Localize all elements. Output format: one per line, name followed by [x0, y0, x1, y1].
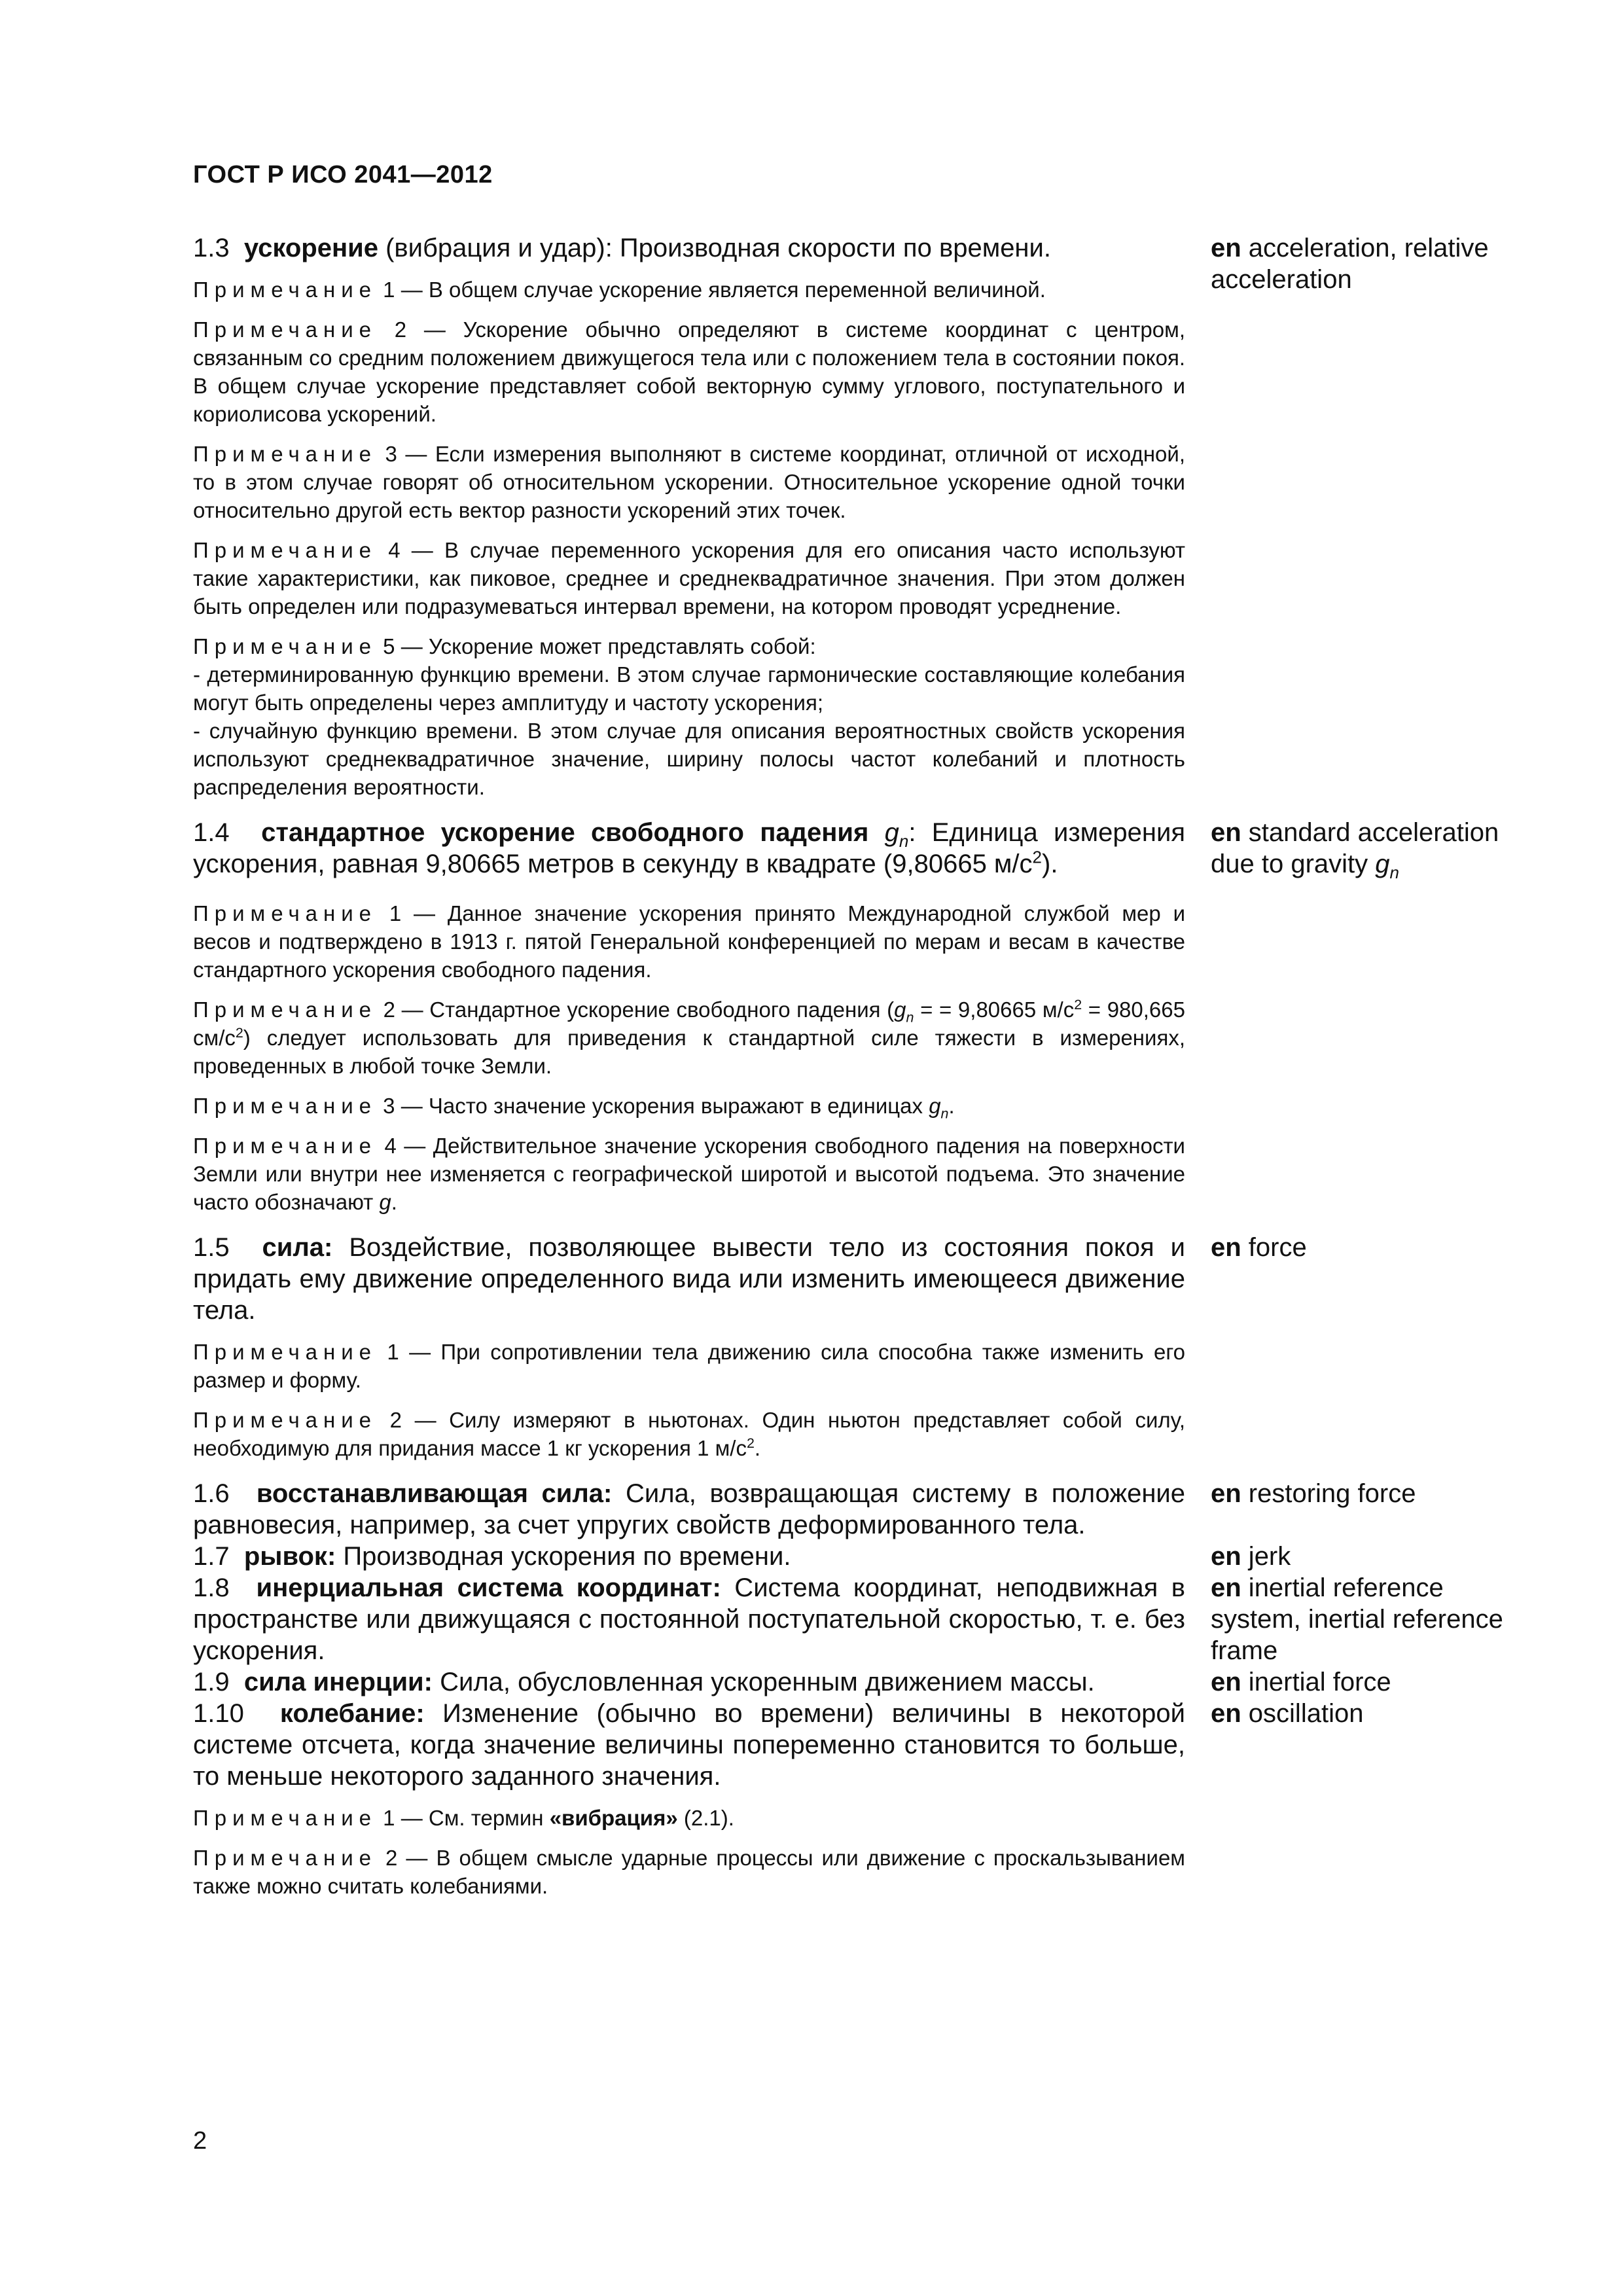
english-equivalent: en inertial reference system, inertial reference frame	[1211, 1573, 1503, 1665]
note: Примечание 1 — В общем случае ускорение является переменной величиной.	[193, 278, 1046, 302]
term-name: стандартное ускорение свободного падения	[261, 818, 869, 847]
english-equivalent: en force	[1211, 1233, 1307, 1262]
term-definition: 1.7 рывок: Производная ускорения по времени.	[193, 1542, 791, 1571]
english-equivalent: en acceleration, relative acceleration	[1211, 234, 1489, 294]
term-entry-1-7	[193, 1541, 1541, 1572]
note: Примечание 2 — Ускорение обычно определяют в системе координат с центром, связанным со средним положением движущегося тела или с положением тела в состоянии покоя. В общем случае ускорение представляет собой векторную сумму углового, поступательного и кориолисова ускорений.	[193, 317, 1185, 426]
term-name: колебание:	[279, 1699, 425, 1728]
term-definition: 1.5 сила: Воздействие, позволяющее вывести тело из состояния покоя и придать ему движение определенного вида или изменить имеющееся движение тела.	[193, 1233, 1186, 1325]
note: Примечание 2 — Силу измеряют в ньютонах. Один ньютон представляет собой силу, необходимую для придания массе 1 кг ускорения 1 $м/с^2$.	[193, 1408, 1185, 1460]
term-name: рывок:	[243, 1542, 336, 1571]
note: Примечание 2 — В общем смысле ударные процессы или движение с проскальзыванием также можно считать колебаниями.	[193, 1846, 1185, 1898]
term-name: сила:	[262, 1233, 333, 1262]
term-definition: 1.8 инерциальная система координат: Система координат, неподвижная в пространстве или движущаяся с постоянной поступательной скоростью, т. е. без ускорения.	[193, 1573, 1185, 1665]
term-definition: 1.3 ускорение (вибрация и удар): Производная скорости по времени.	[193, 234, 1051, 262]
english-equivalent: en restoring force	[1211, 1479, 1416, 1508]
term-entry-1-4	[193, 817, 1541, 1216]
term-definition: 1.4 стандартное ускорение свободного падения $g_n$: Единица измерения ускорения, равная 9,80665 метров в секунду в квадрате (9,80665 $м/с^2$).	[193, 818, 1185, 878]
note: Примечание 1 — При сопротивлении тела движению сила способна также изменить его размер и форму.	[193, 1340, 1185, 1392]
term-entry-1-9	[193, 1666, 1541, 1698]
note: Примечание 4 — Действительное значение ускорения свободного падения на поверхности Земли или внутри нее изменяется с географической широтой и высотой подъема. Это значение часто обозначают g.	[193, 1134, 1185, 1214]
terms-list	[193, 232, 1541, 1900]
note: Примечание 3 — Часто значение ускорения выражают в единицах $g_n$.	[193, 1094, 955, 1122]
term-entry-1-10	[193, 1698, 1541, 1900]
term-name: инерциальная система координат:	[256, 1573, 721, 1602]
english-equivalent: en jerk	[1211, 1542, 1291, 1571]
term-name: ускорение	[243, 234, 378, 262]
term-entry-1-3	[193, 232, 1541, 801]
note: Примечание 3 — Если измерения выполняют в системе координат, отличной от исходной, то в этом случае говорят об относительном ускорении. Относительное ускорение одной точки относительно другой есть вектор разности ускорений этих точек.	[193, 442, 1185, 522]
english-equivalent: en inertial force	[1211, 1668, 1391, 1696]
term-definition: 1.10 колебание: Изменение (обычно во времени) величины в некоторой системе отсчета, когда значение величины попеременно становится то больше, то меньше некоторого заданного значения.	[193, 1699, 1185, 1791]
english-equivalent: en oscillation	[1211, 1699, 1364, 1728]
english-equivalent: en standard acceleration due to gravity $g_n$	[1211, 818, 1499, 882]
note: Примечание 4 — В случае переменного ускорения для его описания часто используют такие характеристики, как пиковое, среднее и среднеквадратичное значения. При этом должен быть определен или подразумеваться интервал времени, на котором проводят усреднение.	[193, 538, 1185, 619]
note: Примечание 1 — См. термин «вибрация» (2.1).	[193, 1806, 734, 1830]
term-name: восстанавливающая сила:	[256, 1479, 613, 1508]
term-definition: 1.6 восстанавливающая сила: Сила, возвращающая систему в положение равновесия, например, за счет упругих свойств деформированного тела.	[193, 1479, 1186, 1539]
term-name: сила инерции:	[243, 1668, 433, 1696]
term-entry-1-5	[193, 1232, 1541, 1462]
note: Примечание 1 — Данное значение ускорения принято Международной службой мер и весов и подтверждено в 1913 г. пятой Генеральной конференцией по мерам и весам в качестве стандартного ускорения свободного падения.	[193, 901, 1185, 982]
term-entry-1-8	[193, 1572, 1541, 1666]
term-definition: 1.9 сила инерции: Сила, обусловленная ускоренным движением массы.	[193, 1668, 1095, 1696]
note: Примечание 2 — Стандартное ускорение свободного падения ($g_n$ = = 9,80665 $м/с^2 = 980,665$ $см/с^2$) следует использовать для приведения к стандартной силе тяжести в измерениях, проведенных в любой точке Земли.	[193, 997, 1185, 1078]
note: Примечание 5 — Ускорение может представлять собой: - детерминированную функцию времени. В этом случае гармонические составляющие колебания могут быть определены через амплитуду и частоту ускорения; - случайную функцию времени. В этом случае для описания вероятностных свойств ускорения используют среднеквадратичное значение, ширину полосы частот колебаний и плотность распределения вероятности.	[193, 634, 1185, 799]
term-entry-1-6	[193, 1478, 1541, 1541]
page-header: ГОСТ Р ИСО 2041—2012	[193, 161, 493, 188]
page-number: 2	[193, 2127, 207, 2155]
